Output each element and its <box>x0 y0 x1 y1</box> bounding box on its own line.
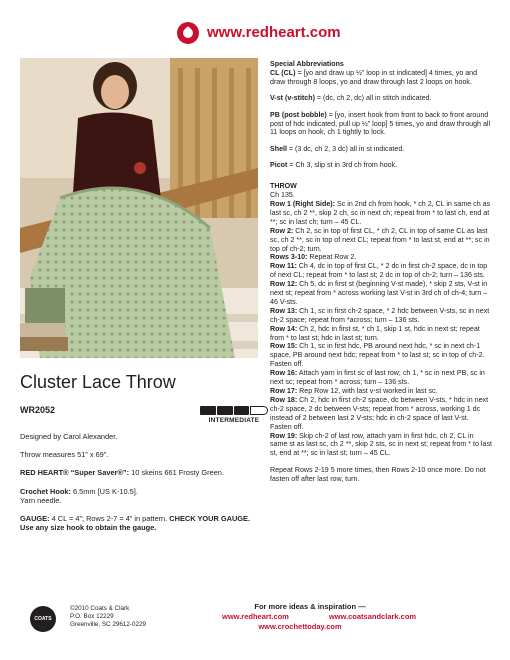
hook-label: Crochet Hook: <box>20 486 71 496</box>
instruction-row <box>270 387 492 396</box>
abbrev-item <box>270 111 492 138</box>
abbrev-term: PB (post bobble) <box>270 110 327 119</box>
abbrev-def: = (3 dc, ch 2, 3 dc) all in st indicated. <box>286 144 405 153</box>
crochettoday-link[interactable]: www.crochettoday.com <box>258 622 342 631</box>
row-text: Rep Row 12, with last v-st worked in last sc. <box>297 387 438 395</box>
city-text: Greenville, SC 29612-0229 <box>70 621 146 628</box>
abbrev-item <box>270 69 492 87</box>
instruction-row <box>270 227 492 254</box>
row-label: Row 16: <box>270 369 298 378</box>
level-bar <box>217 406 233 415</box>
coatsandclark-link[interactable]: www.coatsandclark.com <box>328 612 417 621</box>
page-header <box>0 18 510 48</box>
row-label: Row 13: <box>270 306 298 315</box>
row-label: Row 12: <box>270 280 298 289</box>
row-text: Sc in 2nd ch from hook, * ch 2, CL in same ch as last sc, ch 2 **, skip 2 ch, sc in next ch; repeat from * to last ch, end at **; sc in last ch; turn – 45 CL. <box>270 199 491 226</box>
row-label: Row 14: <box>270 324 298 333</box>
row-list <box>270 200 492 458</box>
coats-logo-icon: COATS <box>30 606 56 632</box>
footer-links <box>222 602 510 632</box>
abbrev-term: Picot <box>270 161 288 170</box>
yarn-spec <box>20 468 256 477</box>
more-ideas-text: For more ideas & inspiration — <box>254 602 366 611</box>
abbrev-item <box>270 145 492 154</box>
instruction-row <box>270 342 492 369</box>
abbrev-term: Shell <box>270 144 287 153</box>
instruction-row <box>270 432 492 459</box>
row-label: Row 15: <box>270 342 298 351</box>
instruction-row <box>270 325 492 343</box>
abbrev-heading: Special Abbreviations <box>270 60 344 68</box>
row-text: Ch 1, sc in first hdc, PB around next hdc, * sc in next ch-1 space, PB around next hdc; repeat from * to last st; sc in top of ch-2. Fasten off. <box>270 342 485 369</box>
row-text: Ch 5, dc in first st (beginning V-st made), * skip 2 sts, V-st in next st; repeat from * across working last V-st in 3rd ch of ch-4; turn – 46 V-sts. <box>270 280 488 306</box>
instruction-row <box>270 280 492 307</box>
row-text: Repeat Row 2. <box>307 253 357 262</box>
instruction-row <box>270 369 492 387</box>
yarn-text: 10 skeins 661 Frosty Green. <box>129 468 224 478</box>
row-label: Row 18: <box>270 395 298 404</box>
level-bar <box>200 406 216 415</box>
hook-spec <box>20 487 256 505</box>
skill-level-indicator <box>200 406 268 424</box>
abbrev-item <box>270 94 492 103</box>
designer-credit: Designed by Carol Alexander. <box>20 432 118 441</box>
gauge-label: GAUGE: <box>20 514 50 524</box>
skill-level-label: INTERMEDIATE <box>208 417 260 424</box>
row-label: Row 11: <box>270 262 297 271</box>
abbrev-term: CL (CL) <box>270 68 296 77</box>
abbrev-def: = Ch 3, slip st in 3rd ch from hook. <box>287 161 398 170</box>
row-text: Ch 1, sc in first ch-2 space, * 2 hdc between V-sts, sc in next ch-2 space; repeat from *across; turn – 136 sts. <box>270 306 490 324</box>
repeat-note: Repeat Rows 2-19 5 more times, then Rows 2-10 once more. Do not fasten off after last row, turn. <box>270 466 486 484</box>
instruction-row <box>270 307 492 325</box>
throw-heading: THROW <box>270 182 297 191</box>
copyright-text: ©2010 Coats & Clark <box>70 605 130 612</box>
row-label: Row 2: <box>270 226 294 235</box>
abbrev-item <box>270 161 492 170</box>
row-text: Ch 2, hdc in first st, * ch 1, skip 1 st, hdc in next st; repeat from * to last st; hdc in last st; turn. <box>270 324 480 342</box>
abbrev-def: = (dc, ch 2, dc) all in stitch indicated. <box>314 94 432 103</box>
photo-illustration <box>20 58 258 358</box>
po-box-text: P.O. Box 12229 <box>70 613 114 620</box>
abbrev-term: V-st (v-stitch) <box>270 94 315 103</box>
gauge-spec <box>20 514 256 532</box>
gauge-text: 4 CL = 4”; Rows 2-7 = 4” in pattern. <box>49 514 170 524</box>
footer-link-row <box>222 612 510 622</box>
header-url[interactable]: www.redheart.com <box>207 24 341 41</box>
row-label: Row 19: <box>270 431 298 440</box>
gauge-check: CHECK YOUR GAUGE. Use any size hook to obtain the gauge. <box>20 514 251 533</box>
pattern-details <box>20 432 256 541</box>
row-text: Ch 4, dc in top of first CL, * 2 dc in first ch-2 space, dc in top of next CL; repeat from * to last st; 2 dc in top of ch-2; turn – 136 sts. <box>270 262 488 280</box>
instruction-row <box>270 262 492 280</box>
row-text: Ch 2, hdc in first ch-2 space, dc between V-sts, * hdc in next ch-2 space, 2 dc between V-sts; repeat from * across, working 1 dc instead of 2 between last 2 V-sts; hdc in ch-2 space of last V-st. Fasten off. <box>270 395 489 431</box>
row-text: Skip ch-2 of last row, attach yarn in first hdc, ch 2, CL in same st as last sc, ch 2 **, skip 2 sts, sc in next st; repeat from * to last st, end at **; sc in last st; turn – 45 CL. <box>270 431 492 458</box>
needle-text: Yarn needle. <box>20 495 62 505</box>
row-text: Ch 2, sc in top of first CL, * ch 2, CL in top of same CL as last sc, ch 2 **, sc in top of next CL; repeat from * to last st, end at **; sc in top of ch-2; turn. <box>270 226 490 253</box>
redheart-link[interactable]: www.redheart.com <box>222 612 289 621</box>
pattern-title: Cluster Lace Throw <box>20 372 176 392</box>
abbrev-def: = [yo, insert hook from front to back to front around post of hdc indicated, pull up ½” loop] 5 times, yo and draw through all 11 loops on hook, ch 1 tightly to lock. <box>270 110 491 137</box>
instruction-row <box>270 200 492 227</box>
row-text: Attach yarn in first sc of last row; ch 1, * sc in next PB, sc in next sc; repeat from * across; turn – 136 sts. <box>270 369 485 387</box>
instructions-column <box>270 60 492 492</box>
throw-measurement: Throw measures 51” x 69”. <box>20 450 109 460</box>
yarn-label: RED HEART® “Super Saver®”: <box>20 468 130 478</box>
row-label: Row 1 (Right Side): <box>270 199 336 208</box>
abbrev-def: = [yo and draw up ½” loop in st indicated] 4 times, yo and draw through 8 loops, yo and draw through last 2 loops on hook. <box>270 68 478 86</box>
instruction-row <box>270 396 492 432</box>
skill-level-bars <box>200 406 268 415</box>
level-bar <box>234 406 250 415</box>
instruction-row <box>270 253 492 262</box>
red-heart-logo-icon <box>177 22 199 44</box>
hook-text: 6.5mm [US K-10.5]. <box>70 486 138 496</box>
throw-photo <box>20 58 258 358</box>
throw-start: Ch 135. <box>270 191 295 200</box>
pattern-code: WR2052 <box>20 405 56 415</box>
level-bar <box>250 406 268 415</box>
row-label: Rows 3-10: <box>270 253 308 262</box>
row-label: Row 17: <box>270 387 298 395</box>
